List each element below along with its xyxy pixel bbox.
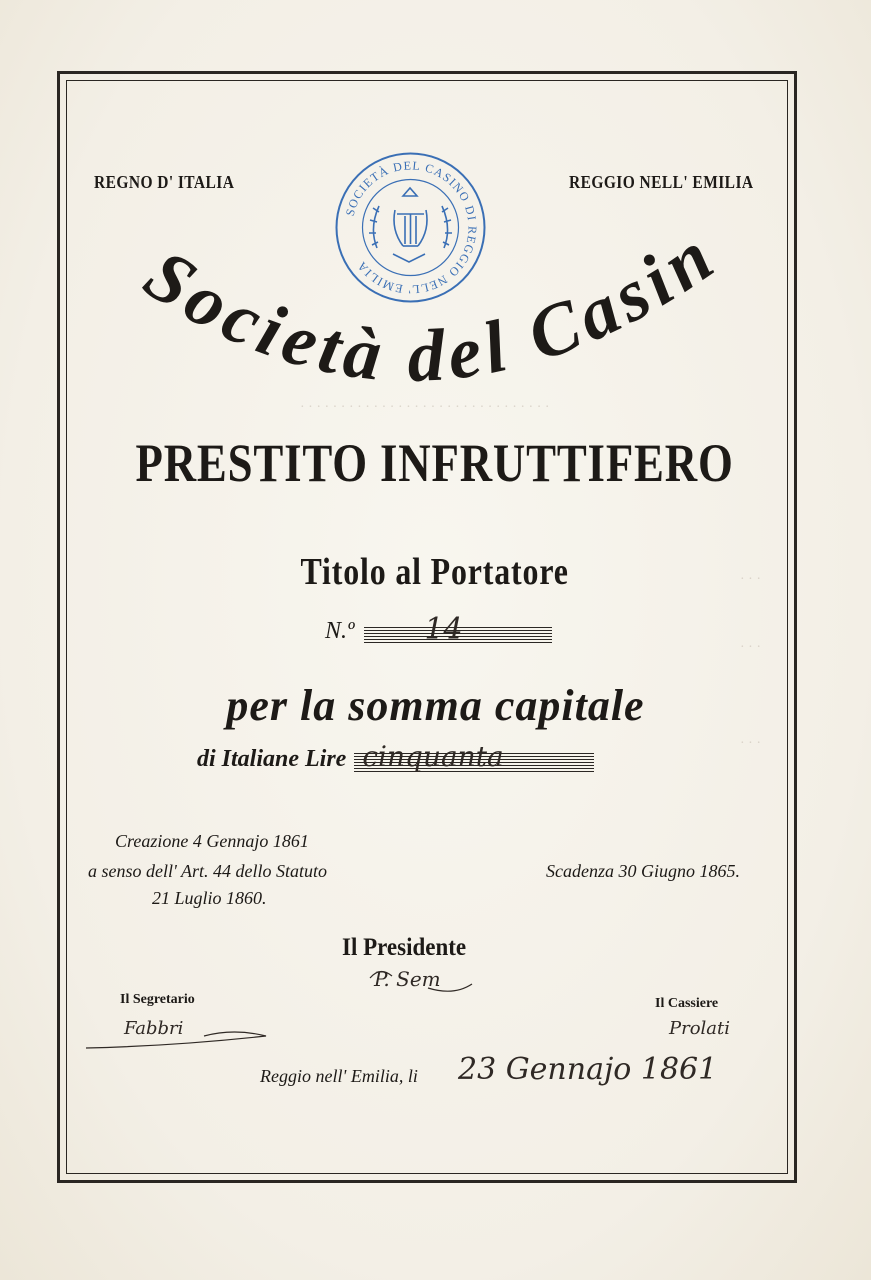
secretary-signature: [84, 1006, 274, 1059]
loan-heading: PRESTITO INFRUTTIFERO: [135, 433, 734, 493]
amount-hatched-field: [354, 740, 594, 774]
show-through-text: · · ·: [740, 736, 761, 751]
svg-text:Società del Casino: [110, 228, 732, 398]
place-date-printed: Reggio nell' Emilia, li: [260, 1066, 418, 1086]
certificate-number-handwritten: 14: [424, 611, 463, 647]
amount-label: di Italiane Lire: [197, 746, 347, 772]
show-through-text: · · ·: [740, 572, 761, 587]
president-label: Il Presidente: [342, 934, 467, 961]
amount-row: [197, 740, 594, 774]
statute-date: 21 Luglio 1860.: [152, 888, 267, 908]
statute-reference: a senso dell' Art. 44 dello Statuto: [88, 861, 328, 881]
show-through-text: · · ·: [740, 640, 761, 655]
creation-date: Creazione 4 Gennajo 1861: [115, 831, 309, 851]
cashier-signature: [665, 1004, 775, 1053]
number-label: N.º: [325, 618, 355, 644]
issue-date-handwritten: 23 Gennajo 1861: [458, 1052, 718, 1087]
cashier-label: Il Cassiere: [655, 996, 719, 1011]
svg-text:Fabbri: Fabbri: [124, 1018, 184, 1039]
kingdom-label: REGNO D' ITALIA: [94, 172, 235, 192]
arched-title-text: Società del Casin: [130, 228, 733, 399]
svg-text:Prolati: Prolati: [669, 1018, 731, 1039]
seal-text: SOCIETÀ DEL CASINO DI REGGIO NELL' EMILIA: [342, 158, 480, 297]
society-name-arched-title: [110, 228, 750, 418]
show-through-text: · · · · · · · · · · · · · · · · · · · · · · · · · · · · · · ·: [300, 400, 550, 415]
capital-sum-line: per la somma capitale: [226, 681, 645, 730]
president-signature: [368, 962, 478, 1003]
expiry-date: Scadenza 30 Giugno 1865.: [546, 861, 740, 881]
amount-handwritten: cinquanta: [362, 740, 504, 774]
certificate-number-row: [325, 611, 552, 647]
number-hatched-field: [364, 611, 552, 647]
city-label: REGGIO NELL' EMILIA: [569, 172, 754, 192]
svg-text:P. Sem: P. Sem: [374, 967, 441, 991]
secretary-label: Il Segretario: [120, 992, 195, 1007]
bearer-title-subheading: Titolo al Portatore: [300, 551, 569, 593]
